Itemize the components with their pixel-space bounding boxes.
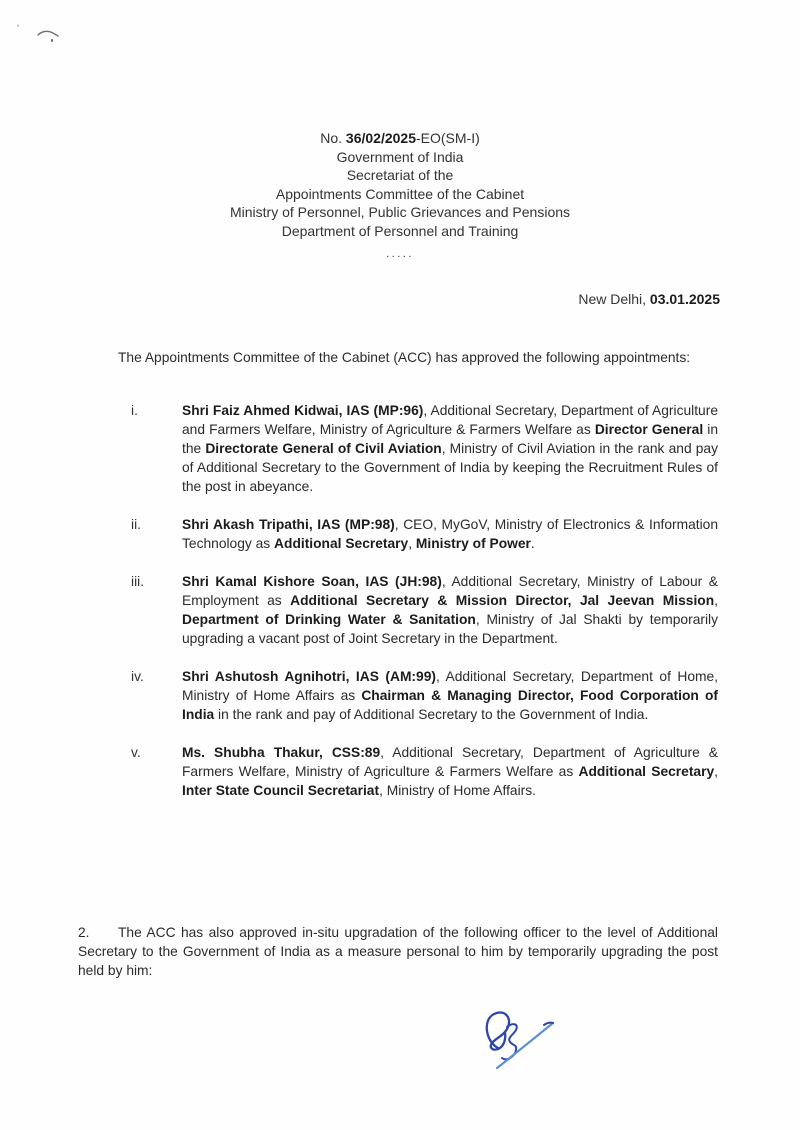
letterhead-line-govt: Government of India — [336, 148, 464, 165]
para2-number: 2. — [78, 925, 90, 940]
item-numeral: iii. — [131, 574, 145, 589]
item-text: Shri Faiz Ahmed Kidwai, IAS (MP:96), Additional Secretary, Department of Agriculture and Farmers Welfare, Ministry of Agriculture & Farmers Welfare as Director General in the Directorate General of Civil Aviation, Ministry of Civil Aviation in the rank and pay of Additional Secretary to the Government of India by keeping the Recruitment Rules of the post in abeyance. — [182, 403, 719, 494]
dots-separator: ..... — [386, 247, 414, 260]
item-numeral: v. — [131, 745, 141, 760]
list-item — [131, 401, 718, 496]
letterhead — [0, 129, 800, 263]
item-text: Shri Ashutosh Agnihotri, IAS (AM:99), Additional Secretary, Department of Home, Ministry of Home Affairs as Chairman & Managing Director, Food Corporation of India in the rank and pay of Additional Secretary to the Government of India. — [182, 669, 718, 722]
para2-text: The ACC has also approved in-situ upgradation of the following officer to the level of Additional Secretary to the Government of India as a measure personal to him by temporarily upgrading the post held by him: — [78, 925, 718, 978]
letterhead-line-department: Department of Personnel and Training — [281, 222, 519, 239]
signature-loop-stroke — [487, 1012, 509, 1049]
signature-icon — [476, 1006, 576, 1090]
scan-artifact-squiggle — [37, 29, 59, 39]
letterhead-line-secretariat: Secretariat of the — [346, 167, 454, 184]
item-text: Ms. Shubha Thakur, CSS:89, Additional Secretary, Department of Agriculture & Farmers Welfare, Ministry of Agriculture & Farmers Welfare as Additional Secretary, Inter State Council Secretariat, Ministry of Home Affairs. — [182, 745, 719, 798]
item-numeral: i. — [131, 403, 138, 418]
scan-artifact-dot — [51, 39, 53, 42]
letterhead-line-ministry: Ministry of Personnel, Public Grievances and Pensions — [229, 204, 571, 221]
letterhead-line-acc: Appointments Committee of the Cabinet — [275, 185, 525, 202]
signature — [476, 1006, 576, 1090]
item-numeral: ii. — [131, 517, 141, 532]
list-item — [131, 667, 718, 724]
scan-artifact-tick: ' — [17, 23, 20, 35]
item-text: Shri Kamal Kishore Soan, IAS (JH:98), Additional Secretary, Ministry of Labour & Employment as Additional Secretary & Mission Director, Jal Jeevan Mission, Department of Drinking Water & Sanitation, Ministry of Jal Shakti by temporarily upgrading a vacant post of Joint Secretary in the Department. — [182, 574, 718, 646]
list-item — [131, 572, 718, 648]
appointments-list — [131, 401, 718, 819]
intro-paragraph: The Appointments Committee of the Cabinet (ACC) has approved the following appointments: — [118, 350, 691, 365]
list-item — [131, 743, 718, 800]
reference-number: No. 36/02/2025-EO(SM-I) — [320, 130, 480, 146]
dateline: New Delhi, 03.01.2025 — [578, 291, 720, 307]
list-item — [131, 515, 718, 553]
item-numeral: iv. — [131, 669, 144, 684]
item-text: Shri Akash Tripathi, IAS (MP:98), CEO, MyGoV, Ministry of Electronics & Information Technology as Additional Secretary, Ministry of Power. — [182, 517, 718, 551]
para2 — [78, 923, 718, 980]
